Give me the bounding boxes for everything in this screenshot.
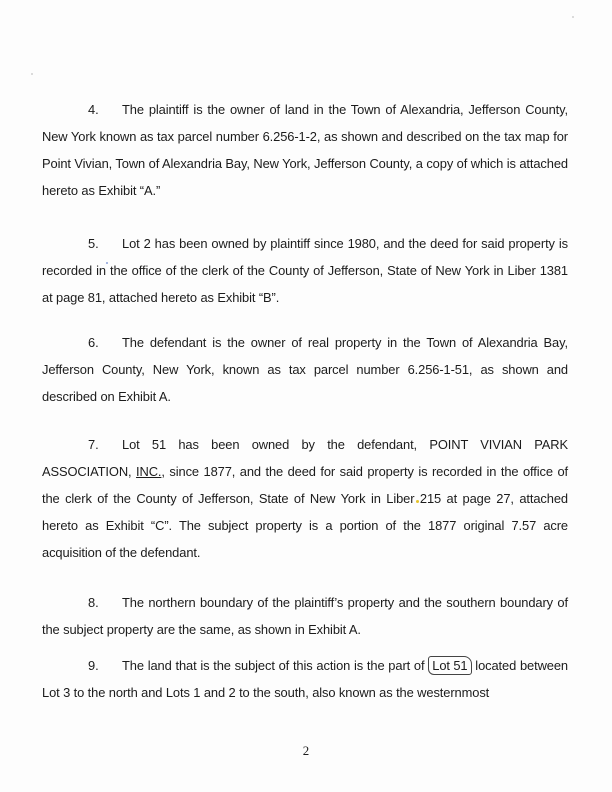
paragraph-number: 5. <box>88 236 99 251</box>
paragraph-text: The plaintiff is the owner of land in the Town of Alexandria, Jefferson County, New York known as tax parcel number 6.256-1-2, as shown and described on the tax map for Point Vivian, Town of Alexandria Bay, New York, Jefferson County, a copy of which is attached hereto as Exhibit “A.” <box>42 102 568 198</box>
underlined-inc: INC. <box>136 464 162 479</box>
paragraph-8 <box>42 589 568 643</box>
paragraph-number: 7. <box>88 437 99 452</box>
scan-speck <box>572 16 574 18</box>
paragraph-number: 9. <box>88 658 99 673</box>
paragraph-5 <box>42 230 568 311</box>
page-number: 2 <box>302 744 310 758</box>
scan-speck <box>31 73 33 75</box>
paragraph-number: 6. <box>88 335 99 350</box>
paragraph-7 <box>42 431 568 566</box>
paragraph-text: Lot 2 has been owned by plaintiff since 1980, and the deed for said property is recorded in the office of the clerk of the County of Jefferson, State of New York in Liber 1381 at page 81, attached hereto as Exhibit “B”. <box>42 236 568 305</box>
paragraph-text: Lot 51 has been owned by the defendant, POINT VIVIAN PARK ASSOCIATION, <box>42 437 568 479</box>
paragraph-number: 4. <box>88 102 99 117</box>
paragraph-text: The land that is the subject of this action is the part of <box>122 658 429 673</box>
paragraph-text-continued: located between Lot 3 to the north and Lots 1 and 2 to the south, also known as the westernmost <box>42 658 569 700</box>
paragraph-number: 8. <box>88 595 99 610</box>
paragraph-6 <box>42 329 568 410</box>
paragraph-text: The northern boundary of the plaintiff’s property and the southern boundary of the subject property are the same, as shown in Exhibit A. <box>42 595 568 637</box>
paragraph-9 <box>42 652 568 706</box>
paragraph-text-continued: , since 1877, and the deed for said property is recorded in the office of the clerk of the County of Jefferson, State of New York in Liber 215 at page 27, attached hereto as Exhibit “C”. The subject property is a portion of the 1877 original 7.57 acre acquisition of the defendant. <box>42 464 568 560</box>
paragraph-4 <box>42 96 568 204</box>
boxed-lot-51: Lot 51 <box>428 656 471 675</box>
paragraph-text: The defendant is the owner of real property in the Town of Alexandria Bay, Jefferson County, New York, known as tax parcel number 6.256-1-51, as shown and described on Exhibit A. <box>42 335 568 404</box>
